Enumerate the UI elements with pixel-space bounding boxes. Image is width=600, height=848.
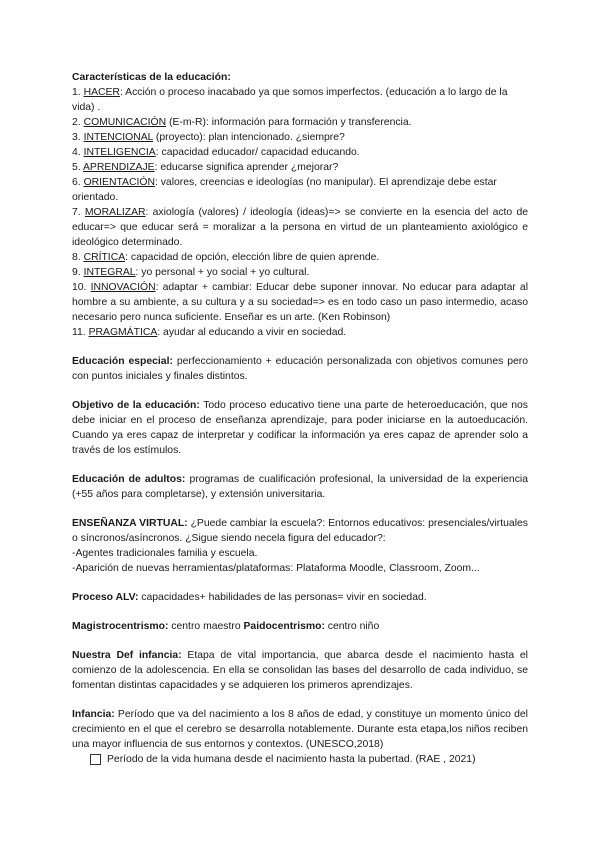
list-item: 11. PRAGMÁTICA: ayudar al educando a vivir en sociedad. bbox=[72, 327, 347, 338]
caracteristicas-list bbox=[72, 85, 528, 340]
list-item: 9. INTEGRAL: yo personal + yo social + yo cultural. bbox=[72, 267, 310, 278]
list-item: 5. APRENDIZAJE: educarse significa aprender ¿mejorar? bbox=[72, 162, 339, 173]
document-page bbox=[72, 70, 528, 767]
term: INNOVACIÓN bbox=[90, 282, 156, 293]
objetivo-paragraph: Objetivo de la educación: Todo proceso educativo tiene una parte de heteroeducación, que nos debe iniciar en el proceso de enseñanza aprendizaje, para poder iniciarse en la autoeducación. Cuando ya eres capaz de interpretar y codificar la información ya eres capaz de aprender solo a través de los estímulos. bbox=[72, 400, 528, 456]
alv-paragraph: Proceso ALV: capacidades+ habilidades de las personas= vivir en sociedad. bbox=[72, 592, 427, 603]
term: PRAGMÁTICA bbox=[88, 327, 158, 338]
checkbox-text: Período de la vida humana desde el nacimiento hasta la pubertad. (RAE , 2021) bbox=[107, 754, 476, 765]
term: HACER bbox=[83, 87, 120, 98]
list-item: 4. INTELIGENCIA: capacidad educador/ capacidad educando. bbox=[72, 147, 360, 158]
list-item: 1. HACER: Acción o proceso inacabado ya que somos imperfectos. (educación a lo largo de la vida) . bbox=[72, 87, 508, 113]
term: CRÍTICA bbox=[83, 252, 126, 263]
term: ORIENTACIÓN bbox=[83, 177, 155, 188]
educacion-especial-paragraph: Educación especial: perfeccionamiento + educación personalizada con objetivos comunes pero con puntos iniciales y finales distintos. bbox=[72, 356, 529, 382]
infancia-paragraph: Infancia: Período que va del nacimiento a los 8 años de edad, y constituye un momento único del crecimiento en el que el cerebro se desarrolla notablemente. Durante esta etapa,los niños reciben una mayor influencia de sus entornos y contextos. (UNESCO,2018) bbox=[72, 709, 528, 750]
list-item: 3. INTENCIONAL (proyecto): plan intencionado. ¿siempre? bbox=[72, 132, 345, 143]
adultos-paragraph: Educación de adultos: programas de cualificación profesional, la universidad de la experiencia (+55 años para completarse), y extensión universitaria. bbox=[72, 474, 528, 500]
term: INTENCIONAL bbox=[83, 132, 154, 143]
virtual-bullet: -Agentes tradicionales familia y escuela. bbox=[72, 548, 258, 559]
list-item: 10. INNOVACIÓN: adaptar + cambiar: Educar debe suponer innovar. No educar para adaptar al hombre a su ambiente, a su cultura y a su sociedad=> es en todo caso un paso intermedio, acaso necesario pero nunca suficiente. Enseñar es un arte. (Ken Robinson) bbox=[72, 282, 528, 323]
term: MORALIZAR bbox=[84, 207, 146, 218]
term: INTEGRAL bbox=[83, 267, 136, 278]
infancia-def-paragraph: Nuestra Def infancia: Etapa de vital importancia, que abarca desde el nacimiento hasta el comienzo de la adolescencia. En ella se consolidan las bases del desarrollo de cada individuo, se fomentan distintas capacidades y se adquieren los primeros aprendizajes. bbox=[72, 650, 528, 691]
virtual-bullet: -Aparición de nuevas herramientas/plataformas: Plataforma Moodle, Classroom, Zoom... bbox=[72, 563, 480, 574]
term: APRENDIZAJE bbox=[83, 162, 155, 173]
checkbox-item bbox=[72, 752, 528, 767]
term: COMUNICACIÓN bbox=[83, 117, 167, 128]
caracteristicas-title: Características de la educación: bbox=[72, 72, 231, 83]
list-item: 7. MORALIZAR: axiología (valores) / ideología (ideas)=> se convierte en la esencia del acto de educar=> que educar será = moralizar a la persona en virtud de un planteamiento axiológico e ideológico determinado. bbox=[72, 207, 528, 248]
term: INTELIGENCIA bbox=[83, 147, 156, 158]
list-item: 2. COMUNICACIÓN (E-m-R): información para formación y transferencia. bbox=[72, 117, 412, 128]
list-item: 8. CRÍTICA: capacidad de opción, elección libre de quien aprende. bbox=[72, 252, 380, 263]
virtual-paragraph: ENSEÑANZA VIRTUAL: ¿Puede cambiar la escuela?: Entornos educativos: presenciales/virtuales o síncronos/asíncronos. ¿Sigue siendo necela figura del educador?: bbox=[72, 518, 528, 544]
checkbox-icon bbox=[90, 754, 101, 765]
centrismo-paragraph: Magistrocentrismo: centro maestro Paidocentrismo: centro niño bbox=[72, 621, 380, 632]
list-item: 6. ORIENTACIÓN: valores, creencias e ideologías (no manipular). El aprendizaje debe estar orientado. bbox=[72, 177, 497, 203]
